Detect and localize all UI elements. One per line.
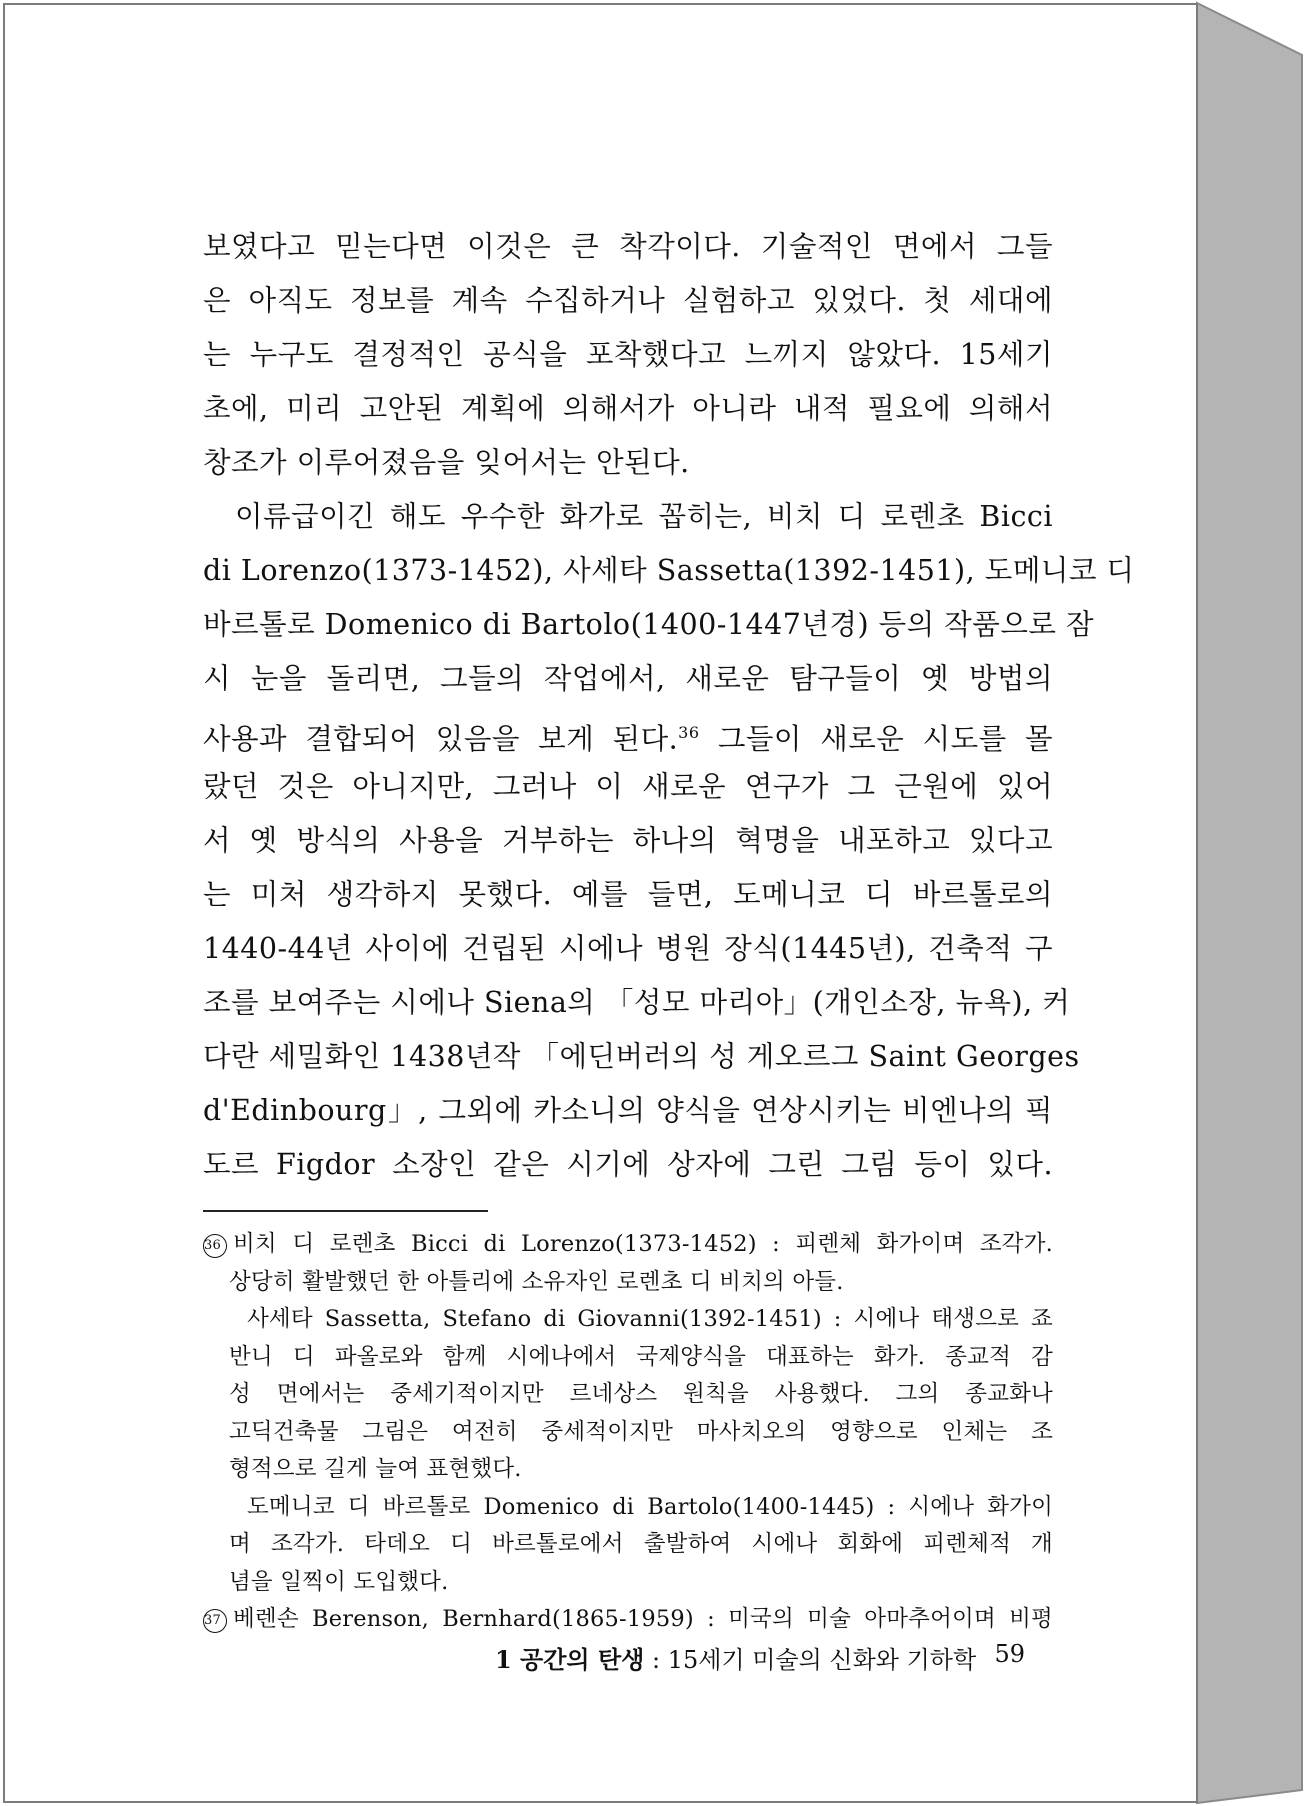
footnote-ref-36: 36 <box>678 723 700 742</box>
body-line: 보였다고 믿는다면 이것은 큰 착각이다. 기술적인 면에서 그들 <box>203 230 1053 263</box>
footnote-number-37: 37 <box>203 1609 227 1633</box>
body-text <box>203 220 1135 1192</box>
body-line-part: 사용과 결합되어 있음을 보게 된다. <box>203 722 679 756</box>
body-line: d'Edinbourg」, 그외에 카소니의 양식을 연상시키는 비엔나의 픽 <box>203 1094 1053 1127</box>
body-line: 초에, 미리 고안된 계획에 의해서가 아니라 내적 필요에 의해서 <box>203 392 1053 425</box>
body-line-with-footnote-ref <box>203 706 1053 760</box>
body-line: 랐던 것은 아니지만, 그러나 이 새로운 연구가 그 근원에 있어 <box>203 770 1053 803</box>
footnotes <box>203 1226 1053 1639</box>
body-line: 조를 보여주는 시에나 Siena의 「성모 마리아」(개인소장, 뉴욕), 커 <box>203 986 1071 1019</box>
footnote-line <box>203 1601 1053 1639</box>
body-line: 는 누구도 결정적인 공식을 포착했다고 느끼지 않았다. 15세기 <box>203 338 1053 371</box>
footnote-line: 도메니코 디 바르톨로 Domenico di Bartolo(1400-1445) : 시에나 화가이 <box>247 1493 1053 1520</box>
body-line: 창조가 이루어졌음을 잊어서는 안된다. <box>203 446 690 479</box>
footnote-number-36: 36 <box>203 1234 227 1258</box>
footnote-line: 고딕건축물 그림은 여전히 중세적이지만 마사치오의 영향으로 인체는 조 <box>229 1418 1053 1445</box>
body-line: 는 미처 생각하지 못했다. 예를 들면, 도메니코 디 바르톨로의 <box>203 878 1053 911</box>
body-line: 1440-44년 사이에 건립된 시에나 병원 장식(1445년), 건축적 구 <box>203 932 1053 965</box>
footer-subtitle: : 15세기 미술의 신화와 기하학 <box>644 1646 977 1674</box>
body-line: 바르톨로 Domenico di Bartolo(1400-1447년경) 등의 작품으로 잠 <box>203 608 1094 641</box>
page-number: 59 <box>994 1640 1025 1668</box>
footnote-line: 념을 일찍이 도입했다. <box>229 1568 449 1595</box>
footnote-line <box>203 1226 1053 1264</box>
body-line: 도르 Figdor 소장인 같은 시기에 상자에 그린 그림 등이 있다. <box>203 1148 1053 1181</box>
footnote-line: 성 면에서는 중세기적이지만 르네상스 원칙을 사용했다. 그의 종교화나 <box>229 1381 1053 1407</box>
body-line: 이류급이긴 해도 우수한 화가로 꼽히는, 비치 디 로렌초 Bicci <box>235 500 1053 533</box>
footnote-text: 베렌손 Berenson, Bernhard(1865-1959) : 미국의 미술 아마추어이며 비평 <box>233 1606 1053 1632</box>
footer-chapter-title: 1 공간의 탄생 <box>495 1645 645 1674</box>
body-line: 서 옛 방식의 사용을 거부하는 하나의 혁명을 내포하고 있다고 <box>203 824 1053 857</box>
body-line: di Lorenzo(1373-1452), 사세타 Sassetta(1392-1451), 도메니코 디 <box>203 554 1135 587</box>
footnote-line: 형적으로 길게 늘여 표현했다. <box>229 1456 522 1482</box>
footnote-line: 반니 디 파올로와 함께 시에나에서 국제양식을 대표하는 화가. 종교적 감 <box>229 1343 1053 1370</box>
body-line-part: 그들이 새로운 시도를 몰 <box>717 722 1053 756</box>
footnote-line: 며 조각가. 타데오 디 바르톨로에서 출발하여 시에나 회화에 피렌체적 개 <box>229 1531 1053 1557</box>
body-line: 은 아직도 정보를 계속 수집하거나 실험하고 있었다. 첫 세대에 <box>203 284 1053 317</box>
footnote-line: 상당히 활발했던 한 아틀리에 소유자인 로렌초 디 비치의 아들. <box>229 1268 844 1295</box>
body-line: 시 눈을 돌리면, 그들의 작업에서, 새로운 탐구들이 옛 방법의 <box>203 662 1053 695</box>
running-footer <box>495 1640 1025 1675</box>
footnote-text: 비치 디 로렌초 Bicci di Lorenzo(1373-1452) : 피렌체 화가이며 조각가. <box>233 1231 1053 1257</box>
footnote-line: 사세타 Sassetta, Stefano di Giovanni(1392-1451) : 시에나 태생으로 죠 <box>247 1306 1053 1332</box>
footnote-divider <box>203 1210 488 1212</box>
body-line: 다란 세밀화인 1438년작 「에딘버러의 성 게오르그 Saint Georges <box>203 1040 1080 1073</box>
page-content <box>203 220 1135 1639</box>
